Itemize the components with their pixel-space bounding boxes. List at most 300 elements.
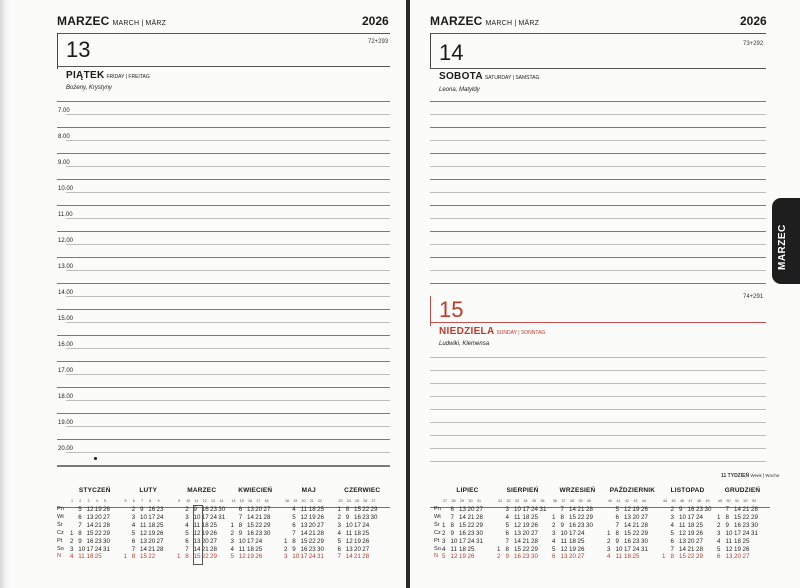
calendar-day: 1 — [442, 521, 446, 529]
calendar-day: 21 — [742, 506, 750, 513]
calendar-week-column — [157, 506, 164, 561]
calendar-day: 15 — [459, 521, 466, 529]
calendar-day — [218, 553, 225, 561]
calendar-day: 25 — [632, 553, 640, 561]
calendar-day: 31 — [539, 506, 547, 513]
week-number-label: 5 — [104, 499, 106, 503]
calendar-day: 22 — [255, 521, 263, 529]
calendar-day: 24 — [577, 529, 585, 537]
calendar-day — [177, 506, 180, 514]
calendar-day: 27 — [263, 506, 271, 513]
calendar-day: 18 — [308, 506, 316, 513]
calendar-day — [70, 506, 73, 514]
calendar-day: 6 — [337, 545, 341, 553]
week-translation: Week | Woche — [750, 473, 780, 478]
calendar-day: 18 — [148, 521, 156, 529]
calendar-week-column — [87, 506, 94, 561]
week-number-label: 49 — [705, 499, 710, 503]
calendar-day: 2 — [670, 506, 674, 513]
calendar-day — [177, 514, 180, 522]
calendar-day: 7 — [450, 513, 454, 521]
calendar-day — [371, 546, 378, 554]
calendar-day: 13 — [300, 521, 308, 529]
calendar-day: 24 — [362, 521, 370, 529]
calendar-day: 9 — [345, 513, 350, 521]
calendar-day — [284, 530, 287, 538]
week-number-label: 1 — [71, 499, 73, 503]
calendar-day: 27 — [103, 513, 110, 521]
calendar-day: 8 — [450, 521, 454, 529]
calendar-day: 13 — [193, 537, 201, 545]
calendar-day: 22 — [522, 545, 530, 553]
calendar-day — [705, 530, 712, 538]
calendar-day: 29 — [370, 506, 378, 513]
calendar-day — [751, 546, 758, 554]
calendar-day: 15 — [193, 553, 201, 561]
week-number-label: 19 — [293, 499, 298, 503]
calendar-day: 3 — [670, 513, 674, 521]
calendar-day: 28 — [317, 529, 324, 537]
calendar-day: 23 — [362, 513, 370, 521]
calendar-day: 26 — [103, 506, 110, 513]
calendar-day: 19 — [354, 537, 361, 545]
day-label: Wt — [434, 513, 441, 520]
calendar-day: 2 — [230, 529, 234, 537]
calendar-day: 21 — [467, 513, 475, 521]
day-label: Cz — [57, 529, 64, 536]
calendar-day — [607, 506, 610, 514]
week-number — [721, 473, 779, 479]
calendar-week-column — [688, 506, 695, 561]
calendar-day: 12 — [560, 545, 568, 553]
calendar-day: 27 — [317, 521, 324, 529]
calendar-week-column — [338, 506, 341, 561]
week-number-label: 35 — [532, 499, 536, 503]
calendar-day — [177, 546, 180, 554]
calendar-day — [371, 538, 378, 546]
week-number-label: 32 — [506, 499, 511, 503]
note-line — [430, 422, 766, 423]
calendar-day: 12 — [238, 553, 246, 561]
calendar-day: 3 — [717, 529, 721, 537]
week-number-label: 13 — [211, 499, 215, 503]
week-number-label: 9 — [157, 499, 160, 503]
calendar-day: 4 — [337, 529, 341, 537]
week-number-label: 40 — [608, 499, 612, 503]
calendar-day — [264, 538, 271, 546]
calendar-day: 1 — [284, 537, 288, 545]
calendar-month-name: MARZEC — [187, 487, 217, 494]
calendar-day: 20 — [467, 506, 475, 513]
calendar-day: 20 — [522, 529, 530, 537]
calendar-day — [70, 522, 73, 530]
calendar-day: 11 — [679, 521, 686, 529]
calendar-day: 6 — [450, 506, 454, 513]
calendar-day — [662, 538, 665, 546]
current-week-highlight — [193, 505, 203, 565]
week-number-label: 4 — [95, 499, 98, 503]
calendar-day: 2 — [497, 553, 501, 561]
calendar-day — [717, 506, 720, 514]
hour-label: 16.00 — [58, 342, 74, 348]
month-tab[interactable] — [772, 198, 800, 284]
calendar-week-column — [633, 506, 640, 561]
week-number-label: 39 — [578, 499, 583, 503]
week-number-label: 47 — [688, 499, 693, 503]
calendar-day — [540, 546, 547, 554]
calendar-day: 30 — [586, 521, 593, 529]
calendar-day: 18 — [201, 521, 209, 529]
calendar-day: 3 — [185, 513, 189, 521]
calendar-day: 1 — [123, 553, 127, 561]
calendar-day: 30 — [317, 545, 324, 553]
calendar-day — [218, 522, 225, 530]
calendar-day: 5 — [505, 521, 509, 529]
calendar-day — [705, 546, 712, 554]
calendar-week-column — [103, 506, 110, 561]
calendar-day: 24 — [94, 545, 102, 553]
calendar-day — [284, 506, 287, 514]
calendar-day: 21 — [687, 545, 695, 553]
week-number-label: 48 — [697, 499, 701, 503]
calendar-day: 30 — [531, 553, 538, 561]
month-translation: MARCH | MÄRZ — [485, 20, 540, 27]
calendar-week-column — [468, 506, 475, 561]
week-number-label: 20 — [301, 499, 306, 503]
calendar-month-name: LIPIEC — [456, 487, 479, 494]
calendar-day: 29 — [751, 513, 758, 521]
calendar-day: 12 — [140, 529, 147, 537]
calendar-day: 11 — [345, 529, 353, 537]
calendar-day: 13 — [624, 513, 631, 521]
week-number-label: 9 — [178, 499, 180, 503]
calendar-month-name: MAJ — [301, 487, 316, 494]
calendar-day: 19 — [201, 529, 209, 537]
calendar-day: 3 — [230, 537, 234, 545]
calendar-day: 13 — [560, 553, 568, 561]
calendar-day — [751, 553, 758, 561]
calendar-day: 21 — [148, 545, 156, 553]
week-number-label: 10 — [186, 499, 191, 503]
half-hour-line — [66, 322, 390, 323]
note-line — [430, 218, 766, 219]
calendar-day: 5 — [442, 553, 446, 561]
hour-line — [57, 361, 390, 362]
calendar-day — [124, 514, 127, 522]
week-number-label: 49 — [718, 499, 722, 503]
calendar-day: 30 — [476, 529, 483, 537]
calendar-day: 2 — [552, 521, 556, 529]
calendar-day — [552, 506, 555, 514]
calendar-day: 27 — [210, 537, 217, 545]
calendar-day: 3 — [505, 506, 509, 513]
calendar-day: 4 — [131, 521, 136, 529]
day-label: N — [434, 553, 439, 560]
calendar-day: 20 — [94, 513, 102, 521]
week-number-label: 36 — [553, 499, 557, 503]
calendar-day: 9 — [238, 529, 243, 537]
calendar-day — [607, 522, 610, 530]
calendar-day: 1 — [552, 513, 556, 521]
calendar-day: 10 — [615, 545, 623, 553]
calendar-day: 4 — [70, 553, 74, 561]
day-name-text: PIĄTEK — [66, 70, 105, 81]
calendar-day: 10 — [679, 513, 686, 521]
day2-name-translation: SUNDAY | SONNTAG — [496, 330, 546, 336]
calendar-day: 10 — [514, 506, 521, 513]
note-line — [430, 383, 766, 384]
date-marker-line — [430, 33, 431, 69]
calendar-day — [231, 506, 234, 514]
calendar-day: 23 — [156, 506, 164, 513]
calendar-day — [218, 538, 225, 546]
calendar-week-column — [561, 506, 568, 561]
calendar-day — [70, 514, 73, 522]
calendar-day: 20 — [255, 506, 263, 513]
calendar-day — [497, 506, 500, 514]
half-hour-line — [66, 192, 390, 193]
calendar-week-column — [540, 506, 547, 561]
hour-line — [57, 101, 390, 102]
week-number-label: 21 — [309, 499, 314, 503]
calendar-day — [586, 538, 593, 546]
week-number-label: 2 — [79, 499, 82, 503]
calendar-day: 26 — [467, 553, 475, 561]
day-labels — [57, 506, 64, 561]
calendar-day: 17 — [459, 537, 466, 545]
calendar-day: 11 — [78, 553, 85, 561]
calendar-week-column — [442, 506, 445, 561]
calendar-day: 29 — [531, 545, 538, 553]
week-number-label: 41 — [616, 499, 621, 503]
note-line — [430, 461, 766, 462]
calendar-day: 13 — [459, 506, 466, 513]
hour-line — [57, 309, 390, 310]
calendar-week-column — [362, 506, 369, 561]
calendar-day: 11 — [140, 521, 147, 529]
calendar-day: 23 — [308, 545, 316, 553]
week-number-label: 15 — [239, 499, 244, 503]
calendar-day: 15 — [86, 529, 94, 537]
calendar-month-name: LISTOPAD — [670, 487, 705, 494]
calendar-day: 5 — [131, 529, 136, 537]
day-name — [66, 70, 150, 81]
week-number-label: 24 — [346, 499, 351, 503]
week-number-label: 44 — [642, 499, 646, 503]
calendar-day: 20 — [201, 537, 209, 545]
calendar-month-name: KWIECIEŃ — [238, 487, 273, 494]
calendar-week-column — [717, 506, 720, 561]
hour-line — [57, 179, 390, 180]
calendar-day: 8 — [185, 553, 189, 561]
calendar-day — [264, 546, 271, 554]
calendar-day: 28 — [362, 553, 370, 561]
calendar-day: 26 — [362, 537, 370, 545]
hour-line — [57, 205, 390, 206]
hour-line — [57, 439, 390, 440]
week-number-label: 18 — [285, 499, 289, 503]
calendar-day: 2 — [717, 521, 721, 529]
calendar-day — [231, 514, 234, 522]
calendar-day: 10 — [238, 537, 246, 545]
calendar-day: 16 — [624, 537, 631, 545]
calendar-week-column — [679, 506, 686, 561]
note-line — [430, 127, 766, 128]
day-count: 72+293 — [368, 39, 389, 45]
calendar-day: 17 — [734, 529, 741, 537]
calendar-day: 21 — [522, 537, 530, 545]
calendar-day: 31 — [751, 529, 758, 537]
calendar-day — [540, 522, 547, 530]
calendar-week-column — [569, 506, 576, 561]
calendar-day: 2 — [284, 545, 288, 553]
calendar-day — [705, 522, 712, 530]
calendar-day: 3 — [442, 537, 446, 545]
calendar-day: 14 — [247, 513, 254, 521]
calendar-day — [442, 506, 445, 514]
calendar-week-column — [132, 506, 135, 561]
half-hour-line — [66, 218, 390, 219]
calendar-day: 21 — [201, 545, 209, 553]
calendar-day — [586, 530, 593, 538]
calendar-day: 28 — [586, 506, 593, 513]
calendar-day: 18 — [624, 553, 631, 561]
calendar-day — [476, 546, 483, 554]
calendar-day: 4 — [607, 553, 611, 561]
week-number-label: 5 — [124, 499, 127, 503]
calendar-day: 14 — [624, 521, 631, 529]
calendar-day: 18 — [459, 545, 466, 553]
calendar-week-column — [607, 506, 610, 561]
calendar-day: 24 — [255, 537, 263, 545]
calendar-day: 17 — [300, 553, 308, 561]
calendar-day — [476, 553, 483, 561]
day2-count: 74+291 — [743, 294, 764, 300]
calendar-day: 29 — [210, 553, 217, 561]
calendar-day: 8 — [238, 521, 243, 529]
calendar-day: 13 — [247, 506, 254, 513]
name-days: Bożeny, Krystyny — [66, 85, 112, 91]
calendar-day: 2 — [131, 506, 136, 513]
note-line — [430, 101, 766, 102]
calendar-day: 24 — [308, 553, 316, 561]
week-number-label: 51 — [735, 499, 739, 503]
calendar-day: 9 — [140, 506, 144, 513]
calendar-week-column — [247, 506, 254, 561]
day2-number: 15 — [439, 297, 464, 322]
calendar-day: 22 — [742, 513, 750, 521]
calendar-day: 26 — [577, 545, 585, 553]
calendar-week-column — [231, 506, 234, 561]
calendar-day: 15 — [624, 529, 631, 537]
calendar-day — [157, 553, 164, 561]
calendar-day: 21 — [94, 521, 102, 529]
calendar-day: 9 — [505, 553, 509, 561]
week-number-label: 27 — [371, 499, 376, 503]
calendar-day: 6 — [238, 506, 243, 513]
calendar-month-name: STYCZEŃ — [78, 487, 111, 494]
calendar-day: 13 — [345, 545, 353, 553]
calendar-day: 27 — [577, 553, 585, 561]
half-hour-line — [66, 244, 390, 245]
calendar-month-name: CZERWIEC — [344, 487, 381, 494]
calendar-day: 4 — [442, 545, 446, 553]
calendar-day: 4 — [552, 537, 556, 545]
calendar-day: 16 — [569, 521, 576, 529]
calendar-day: 27 — [742, 553, 750, 561]
calendar-day: 17 — [247, 537, 254, 545]
calendar-day: 19 — [247, 553, 254, 561]
calendar-day: 11 — [725, 537, 732, 545]
calendar-day: 21 — [632, 521, 640, 529]
calendar-day: 17 — [522, 506, 530, 513]
hour-line — [57, 413, 390, 414]
calendar-day: 17 — [148, 513, 156, 521]
calendar-day: 19 — [459, 553, 466, 561]
calendar-day: 22 — [362, 506, 370, 513]
calendar-day: 18 — [247, 545, 254, 553]
week-number-label: 31 — [477, 499, 481, 503]
calendar-day: 10 — [345, 521, 353, 529]
calendar-week-column — [218, 506, 225, 561]
calendar-day: 7 — [560, 506, 564, 513]
week-number-label: 29 — [460, 499, 464, 503]
calendar-day — [662, 506, 665, 514]
calendar-day: 3 — [337, 521, 341, 529]
calendar-day: 13 — [725, 553, 733, 561]
calendar-day: 15 — [514, 545, 521, 553]
calendar-week-column — [354, 506, 361, 561]
calendar-day: 1 — [717, 513, 721, 521]
calendar-day: 16 — [734, 521, 741, 529]
header-rule — [430, 33, 766, 34]
note-line — [430, 231, 766, 232]
calendar-day: 19 — [569, 545, 576, 553]
calendar-day: 12 — [450, 553, 458, 561]
calendar-day — [662, 546, 665, 554]
day-label: Śr — [434, 521, 440, 528]
week-number-label: 3 — [87, 499, 90, 503]
calendar-week-column — [506, 506, 509, 561]
calendar-day — [540, 514, 547, 522]
calendar-day — [662, 522, 665, 530]
note-line — [430, 192, 766, 193]
calendar-day: 15 — [300, 537, 308, 545]
hour-label: 12.00 — [58, 238, 74, 244]
calendar-month-name: SIERPIEŃ — [506, 487, 539, 494]
week-number-label: 44 — [663, 499, 667, 503]
calendar-day: 3 — [70, 545, 74, 553]
calendar-week-column — [371, 506, 378, 561]
note-line — [430, 153, 766, 154]
calendar-day: 11 — [300, 506, 307, 513]
calendar-week-column — [616, 506, 623, 561]
calendar-day: 5 — [615, 506, 619, 513]
calendar-month-name: GRUDZIEŃ — [724, 487, 761, 494]
calendar-day: 25 — [577, 537, 585, 545]
calendar-day: 25 — [742, 537, 750, 545]
calendar-day: 4 — [185, 521, 189, 529]
calendar-week-column — [78, 506, 85, 561]
calendar-day: 1 — [230, 521, 234, 529]
calendar-week-column — [292, 506, 299, 561]
day-name-translation: FRIDAY | FREITAG — [106, 74, 150, 80]
calendar-day: 26 — [641, 506, 648, 513]
calendar-day: 20 — [687, 537, 695, 545]
calendar-day: 18 — [354, 529, 361, 537]
calendar-day: 18 — [569, 537, 576, 545]
calendar-day: 4 — [670, 521, 674, 529]
